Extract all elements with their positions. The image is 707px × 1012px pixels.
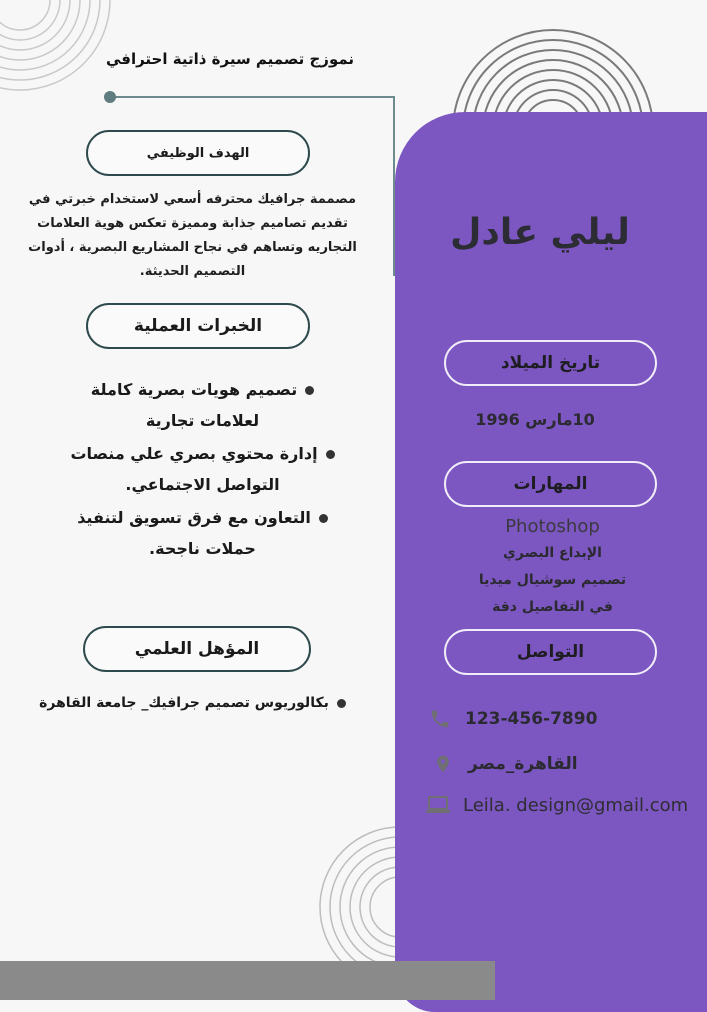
- contact-email: [425, 790, 688, 820]
- bullet-icon: [319, 514, 328, 523]
- location-text: القاهرة_مصر: [468, 754, 578, 774]
- dob-heading: تاريخ الميلاد: [444, 340, 657, 386]
- bullet-icon: [305, 386, 314, 395]
- experience-item: التعاون مع فرق تسويق لتنفيذ حملات ناجحة.: [77, 508, 311, 558]
- person-name: ليلي عادل: [450, 212, 630, 253]
- document-title: نموزج تصميم سيرة ذاتية احترافي: [105, 50, 355, 68]
- phone-number[interactable]: 123-456-7890: [465, 709, 598, 729]
- location-pin-icon: [430, 752, 456, 776]
- skill-item: في التفاصيل دقة: [492, 599, 613, 615]
- bullet-icon: [337, 699, 346, 708]
- list-item: [60, 438, 345, 500]
- date-of-birth: 10مارس 1996: [475, 410, 595, 429]
- education-heading: المؤهل العلمي: [83, 626, 311, 672]
- contact-phone: [427, 704, 597, 734]
- experience-heading: الخبرات العملية: [86, 303, 310, 349]
- objective-heading: الهدف الوظيفي: [86, 130, 310, 176]
- objective-text: مصممة جرافيك محترفه أسعي لاستخدام خبرتي في تقديم تصاميم جذابة ومميزة تعكس هوية العلامات التجاريه وتساهم في نجاح المشاريع البصرية ، أدوات التصميم الحديثة.: [28, 192, 357, 279]
- email-address[interactable]: Leila. design@gmail.com: [463, 794, 689, 816]
- list-item: [60, 502, 345, 564]
- skills-heading: المهارات: [444, 461, 657, 507]
- footer-bar: [0, 961, 495, 1000]
- education-item: [20, 695, 365, 711]
- laptop-icon: [425, 795, 451, 815]
- connector-line: [110, 96, 395, 98]
- bullet-icon: [326, 450, 335, 459]
- experience-list: [60, 374, 345, 566]
- decorative-rings-bottom: [280, 822, 400, 962]
- skill-item: الإبداع البصري: [503, 545, 602, 561]
- experience-item: تصميم هويات بصرية كاملة لعلامات تجارية: [90, 380, 298, 430]
- connector-dot: [104, 91, 116, 103]
- skill-item: تصميم سوشيال ميديا: [478, 572, 627, 588]
- contact-location: [430, 749, 578, 779]
- list-item: [60, 374, 345, 436]
- phone-icon: [427, 708, 453, 730]
- education-item-text: بكالوريوس تصميم جرافيك_ جامعة القاهرة: [39, 695, 329, 711]
- skill-item: Photoshop: [505, 516, 600, 537]
- experience-item: إدارة محتوي بصري علي منصات التواصل الاجتماعي.: [70, 444, 318, 494]
- contact-heading: التواصل: [444, 629, 657, 675]
- skills-list: [440, 514, 665, 621]
